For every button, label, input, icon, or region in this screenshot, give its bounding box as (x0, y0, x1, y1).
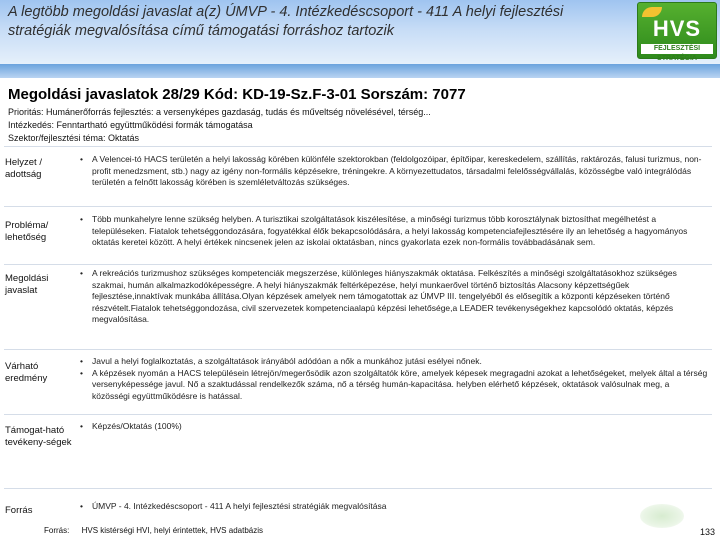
row-label-solution: Megoldási javaslat (5, 273, 49, 296)
footer-source-text: HVS kistérségi HVI, helyi érintettek, HVS adatbázis (81, 526, 263, 535)
bullet-icon: • (80, 154, 83, 164)
header-band (0, 64, 720, 78)
page-heading: A legtöbb megoldási javaslat a(z) ÚMVP - 4. Intézkedéscsoport - 411 A helyi fejlesztési stratégiák megvalósítása című támogatási forráshoz tartozik (8, 4, 564, 39)
row-label-supported-activities: Támogat-ható tevékeny-ségek (5, 425, 72, 448)
list-item (78, 268, 708, 326)
row-content-supported-activities (78, 421, 708, 433)
bullet-icon: • (80, 501, 83, 511)
row-label-situation: Helyzet / adottság (5, 157, 42, 180)
bullet-text: A Velencei-tó HACS területén a helyi lakosság körében különféle szektorokban (feldolgozóipar, építőipar, kereskedelem, szállítás, raktározás, falusi turizmus, non-profit menedzsment, stb.) nagy az igény non-formális képzésekre, tréningekre. A környezettudatos, társadalmi felelősségvállalás, közösségbe való integrálódás területén a felnőtt lakosság körében is szemléletváltozás szükséges. (92, 154, 702, 188)
footer-source-label: Forrás: (44, 526, 70, 535)
row-label-expected-result: Várható eredmény (5, 361, 48, 384)
row-label-problem: Probléma/ lehetőség (5, 220, 49, 243)
bullet-icon: • (80, 356, 83, 366)
row-separator (4, 264, 712, 265)
bullet-text: ÚMVP - 4. Intézkedéscsoport - 411 A helyi fejlesztési stratégiák megvalósítása (92, 501, 387, 511)
row-separator (4, 349, 712, 350)
row-content-problem (78, 214, 708, 249)
list-item (78, 368, 708, 403)
row-separator (4, 146, 712, 147)
measure-line: Intézkedés: Fenntartható együttműködési formák támogatása (8, 120, 253, 130)
list-item (78, 501, 708, 513)
page-number: 133 (700, 527, 716, 537)
footer-source (44, 526, 263, 535)
row-label-source: Forrás (5, 505, 33, 516)
row-content-source (78, 501, 708, 513)
row-content-expected-result (78, 356, 708, 402)
list-item (78, 154, 708, 189)
bullet-text: Javul a helyi foglalkoztatás, a szolgáltatások irányából adódóan a nők a munkához jutási esélyei nőnek. (92, 356, 482, 366)
list-item (78, 214, 708, 249)
list-item (78, 421, 708, 433)
hvs-logo (637, 2, 717, 62)
bullet-text: Képzés/Oktatás (100%) (92, 421, 182, 431)
bullet-icon: • (80, 214, 83, 224)
priority-line: Prioritás: Humánerőforrás fejlesztés: a versenyképes gazdaság, tudás és műveltség növelésével, térség... (8, 107, 431, 117)
bullet-text: A képzések nyomán a HACS településein létrejön/megerősödik azon szolgáltatók köre, amelyek képesek megragadni azokat a lehetőségeket, melyek által a térség versenyképessége javul. Nő a szaktudással rendelkezők száma, nő a térség humán-kapacitása. helyben elérhető képzések, oktatások valósulnak meg, a közösségi együttműködésre is hatással. (92, 367, 708, 401)
row-content-situation (78, 154, 708, 189)
header-banner (0, 0, 720, 64)
bullet-icon: • (80, 421, 83, 431)
sector-line: Szektor/fejlesztési téma: Oktatás (8, 133, 140, 143)
logo-subtitle: FEJLESZTÉSI STRATÉGIA (641, 44, 713, 54)
row-separator (4, 206, 712, 207)
bullet-text: A rekreációs turizmushoz szükséges kompetenciák megszerzése, különleges hiányszakmák oktatása. Felkészítés a minőségi szolgáltatásokhoz szükséges szakmai, humán alkalmazkodóképességre. A helyi hiányszakmák feltérképezése, helyi munkaerővel történő biztosítás Alacsony képzettségűek fejlesztése,innaktívak munkába állítása.Olyan képzések amelyek nem támogatottak az ÚMVP III. tengelyéből és elősegítik a központi képzéseken történő részvételt.Fiatalok tehetséggondozása, civil szervezetek kompetenciaalapú képzési lehetősége,a LEADER tevékenységekhez kapcsolódó oktatás, képzés megvalósítása. (92, 268, 677, 325)
section-title: Megoldási javaslatok 28/29 Kód: KD-19-Sz.F-3-01 Sorszám: 7077 (8, 86, 466, 103)
row-separator (4, 488, 712, 489)
bullet-icon: • (80, 367, 83, 378)
bullet-text: Több munkahelyre lenne szükség helyben. A turisztikai szolgáltatások kiszélesítése, a minőségi turizmus több korosztálynak biztosíthat megélhetést a településeken. Fiatalok tehetséggondozására, fogyatékkal élők bekapcsolódására, a helyi lakosság kompetenciafejlesztésére ily an lehetőség a hagyományos oktatás keretei között. A helyi értékek nincsenek jelen az iskolai oktatásban, nincs gyakorlata ezek non-formális továbbadásának sem. (92, 214, 688, 248)
list-item (78, 356, 708, 368)
bullet-icon: • (80, 268, 83, 278)
row-separator (4, 414, 712, 415)
footer-logo (640, 504, 684, 528)
row-content-solution (78, 268, 708, 326)
logo-text: HVS (652, 16, 702, 41)
